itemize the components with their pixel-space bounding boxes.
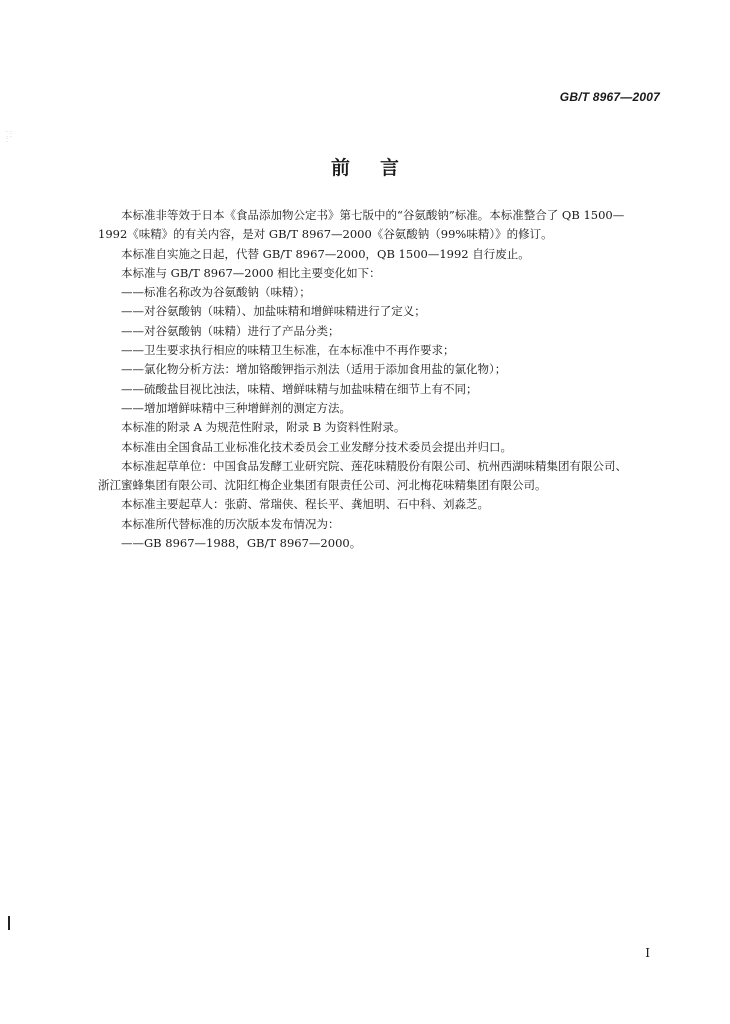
list-item: ——对谷氨酸钠（味精）进行了产品分类； <box>121 323 340 338</box>
paragraph-line: 本标准与 GB/T 8967—2000 相比主要变化如下： <box>121 265 381 280</box>
page-title: 前言 <box>330 157 429 179</box>
document-body <box>98 206 664 553</box>
paragraph-line: 本标准非等效于日本《食品添加物公定书》第七版中的“谷氨酸钠”标准。本标准整合了 QB 1500— <box>121 208 625 222</box>
list-item: ——增加增鲜味精中三种增鲜剂的测定方法。 <box>121 400 351 415</box>
paragraph-line: 浙江蜜蜂集团有限公司、沈阳红梅企业集团有限责任公司、河北梅花味精集团有限公司。 <box>98 478 547 493</box>
scan-edge-mark <box>8 916 10 930</box>
paragraph-line: 1992《味精》的有关内容，是对 GB/T 8967—2000《谷氨酸钠（99%味精）》的修订。 <box>98 227 553 242</box>
list-item: ——硫酸盐目视比浊法，味精、增鲜味精与加盐味精在细节上有不同； <box>121 381 478 396</box>
scan-noise: · : : · · <box>6 129 12 146</box>
paragraph-line: 本标准起草单位：中国食品发酵工业研究院、莲花味精股份有限公司、杭州西湖味精集团有限公司、 <box>121 458 627 473</box>
paragraph-line: 本标准的附录 A 为规范性附录，附录 B 为资料性附录。 <box>121 420 406 435</box>
list-item: ——标准名称改为谷氨酸钠（味精）； <box>121 285 311 300</box>
list-item: ——卫生要求执行相应的味精卫生标准，在本标准中不再作要求； <box>121 343 455 358</box>
paragraph-line: 本标准主要起草人：张蔚、常瑞侠、程长平、龚旭明、石中科、刘淼芝。 <box>121 497 489 512</box>
list-item: ——对谷氨酸钠（味精）、加盐味精和增鲜味精进行了定义； <box>121 304 426 319</box>
list-item: ——GB 8967—1988，GB/T 8967—2000。 <box>121 536 362 551</box>
paragraph-line: 本标准由全国食品工业标准化技术委员会工业发酵分技术委员会提出并归口。 <box>121 439 512 454</box>
paragraph-line: 本标准自实施之日起，代替 GB/T 8967—2000，QB 1500—1992 自行废止。 <box>121 246 530 261</box>
paragraph-line: 本标准所代替标准的历次版本发布情况为： <box>121 516 340 531</box>
list-item: ——氯化物分析方法：增加铬酸钾指示剂法（适用于添加食用盐的氯化物）； <box>121 362 507 377</box>
document-code: GB/T 8967—2007 <box>559 90 660 104</box>
page-number: I <box>645 946 650 960</box>
